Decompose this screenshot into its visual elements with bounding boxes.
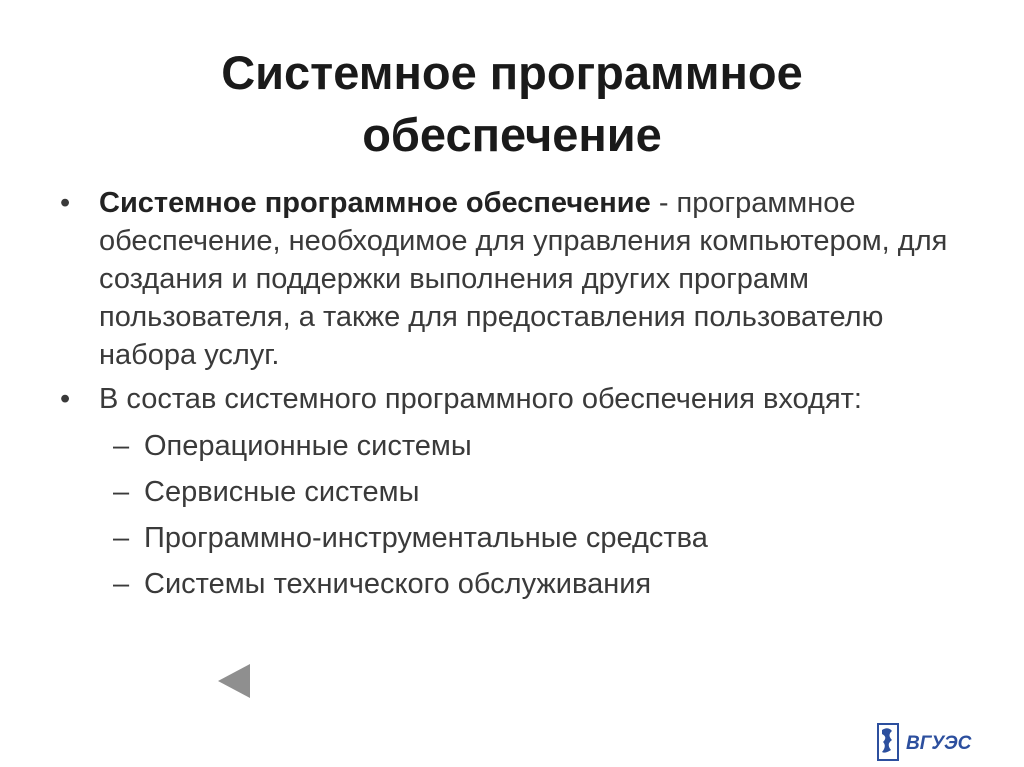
definition-term: Системное программное обеспечение [99, 187, 651, 219]
logo-emblem [876, 722, 988, 762]
sub-item-marker: – [113, 476, 130, 508]
sub-item-marker: – [113, 568, 130, 600]
sub-item-maintenance-systems [60, 565, 980, 603]
triangle-left-icon [216, 662, 252, 700]
sub-item-programming-tools [60, 519, 980, 557]
bullet-composition [60, 380, 980, 418]
slide-title [0, 42, 1024, 166]
sub-item-operating-systems [60, 427, 980, 465]
sub-item-marker: – [113, 430, 130, 462]
bullet-marker: • [60, 383, 71, 415]
sub-item-label: Сервисные системы [144, 476, 420, 508]
sub-item-label: Системы технического обслуживания [144, 568, 652, 600]
bullet-definition [60, 184, 980, 374]
sub-list [60, 427, 980, 603]
definition-text: - программное обеспечение, необходимое для управления компьютером, для создания и поддержки выполнения других программ пользователя, а также для предоставления пользователю набора услуг. [99, 187, 948, 371]
slide-title-line-1: Системное программное [221, 46, 803, 99]
composition-text: В состав системного программного обеспечения входят: [99, 383, 862, 415]
bullet-marker: • [60, 187, 71, 219]
slide-content [60, 184, 980, 611]
sub-item-label: Операционные системы [144, 430, 472, 462]
back-button[interactable] [216, 662, 252, 700]
university-logo [876, 722, 988, 762]
sub-item-label: Программно-инструментальные средства [144, 522, 708, 554]
slide-title-line-2: обеспечение [362, 108, 662, 161]
logo-text: ВГУЭС [906, 733, 972, 754]
sub-item-service-systems [60, 473, 980, 511]
sub-item-marker: – [113, 522, 130, 554]
